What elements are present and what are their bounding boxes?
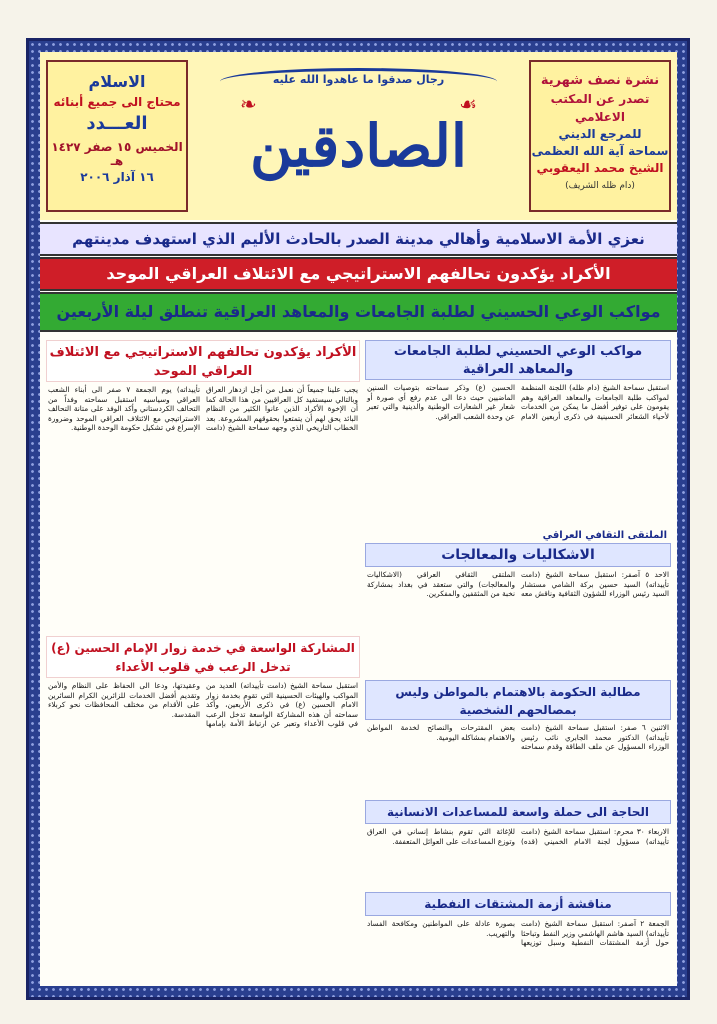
publisher-office: تصدر عن المكتب الاعلامي [550, 92, 650, 124]
article-body: الجمعة ٢ آصفر: استقبل سماحة الشيخ (دامت تأييداته) السيد هاشم الهاشمي وزير النفط وتباحثا حول أزمة المشتقات النفطية وسبل توزيعها بصورة عادلة على المواطنين ومكافحة الفساد والتهريب. [367, 919, 669, 948]
article-processions [365, 340, 671, 526]
article-title: الاشكاليات والمعالجات [365, 543, 671, 567]
article-kurdish-alliance [46, 340, 360, 632]
issue-date-hijri: الخميس ١٥ صفر ١٤٢٧ هـ [51, 140, 183, 168]
article-body: استقبل سماحة الشيخ (دام ظله) اللجنة المنظمة لمواكب طلبة الجامعات والمعاهد العراقية وهم يقومون على توفير أفضل ما يمكن من الخدمات لأحياء الشعائر الحسينية في ذكرى أربعين الامام الحسين (ع) وذكر سماحته بتوصيات السنين الماضيين حيث دعا الى عدم رفع أي صورة أو شعار غير الشعارات الوطنية والدينية والتي تعبر عن وحدة الشعب العراقي. [367, 383, 669, 421]
reference-name: الشيخ محمد اليعقوبي [536, 161, 664, 175]
article-kicker: الملتقى الثقافي العراقي [542, 530, 667, 541]
headline-banner-kurds: الأكراد يؤكدون تحالفهم الاستراتيجي مع الائتلاف العراقي الموحد [40, 257, 677, 291]
article-fuel-crisis [365, 892, 671, 982]
newsletter-title: الصادقين [250, 112, 467, 180]
masthead-logo [190, 58, 527, 214]
article-cultural-forum [365, 528, 671, 678]
reference-label: للمرجع الديني [558, 127, 642, 141]
headline-banner-processions: مواكب الوعي الحسيني لطلبة الجامعات والمعاهد العراقية تنطلق ليلة الأربعين [40, 292, 677, 332]
publisher-box [529, 60, 671, 212]
issue-box [46, 60, 188, 212]
reference-honorific: (دام ظله الشريف) [565, 181, 635, 191]
article-body: الاربعاء ٣٠ محرم: استقبل سماحة الشيخ (دامت تأييداته) مسؤول لجنة الامام الخميني (قده) للإغاثة التي تقوم بنشاط إنساني في العراق وتوزع المساعدات على العوائل المتعففة. [367, 827, 669, 846]
motto-text: محتاج الى جميع أبنائه [53, 95, 181, 109]
newsletter-page [40, 52, 677, 986]
issue-date-gregorian: ١٦ آذار ٢٠٠٦ [80, 170, 154, 184]
article-title: مواكب الوعي الحسيني لطلبة الجامعات والمعاهد العراقية [365, 340, 671, 380]
article-body: الاحد ٥ آصفر: استقبل سماحة الشيخ (دامت تأييداته) السيد حسين بركة الشامي مستشار السيد رئيس الوزراء للشؤون الثقافية وناقش معه الملتقى الثقافي العراقي (الاشكاليات والمعالجات) والتي ستعقد في بغداد بمشاركة نخبة من المثقفين والمفكرين. [367, 570, 669, 599]
publication-frequency: نشرة نصف شهرية [540, 73, 660, 88]
issue-label: العـــدد [86, 113, 148, 134]
right-column [365, 340, 671, 982]
ornament-icon: ☙ [459, 92, 477, 116]
article-title: الحاجة الى حملة واسعة للمساعدات الانسانية [365, 800, 671, 824]
ornament-icon: ❧ [240, 92, 257, 116]
logo-arch-text: رجال صدقوا ما عاهدوا الله عليه [220, 68, 497, 95]
article-title: المشاركة الواسعة في خدمة زوار الإمام الحسين (ع) تدخل الرعب في قلوب الأعداء [46, 636, 360, 678]
reference-title: سماحة آية الله العظمى [531, 144, 669, 158]
headline-banner-condolence: نعزي الأمة الاسلامية وأهالي مدينة الصدر بالحادث الأليم الذي استهدف مدينتهم [40, 222, 677, 256]
left-column [46, 340, 360, 982]
article-pilgrims-service [46, 636, 360, 982]
article-body: يجب علينا جميعاً أن نعمل من أجل ازدهار العراق وبالتالي سيستفيد كل العراقيين من هذا الحالة كما أن الإخوة الأكراد الذين عانوا الكثير من النظام البائد يحق لهم أن يتمتعوا بحقوقهم المشروعة. بعد الخطاب التاريخي الذي وجهه سماحة الشيخ (دامت تأييداته) يوم الجمعة ٧ صفر الى أبناء الشعب العراقي وسياسيه استقبل سماحته وفداً من التحالف الكردستاني وأكد الوفد على متانة التحالف الاستراتيجي مع الائتلاف العراقي الموحد وضرورة الإسراع في تشكيل حكومة الوحدة الوطنية. [48, 385, 358, 433]
article-body: الاثنين ٦ صفر: استقبل سماحة الشيخ (دامت تأييداته) الدكتور محمد الجابري نائب رئيس الوزراء المسؤول عن ملف الطاقة وقدم سماحته بعض المقترحات والنصائح لخدمة المواطن والاهتمام بمشاكله اليومية. [367, 723, 669, 752]
masthead [40, 52, 677, 220]
article-title: الأكراد يؤكدون تحالفهم الاستراتيجي مع الائتلاف العراقي الموحد [46, 340, 360, 382]
article-government [365, 680, 671, 798]
article-body: استقبل سماحة الشيخ (دامت تأييداته) العديد من المواكب والهيئات الحسينية التي تقوم بخدمة زوار الامام الحسين (ع) في ذكرى الأربعين، وأكد سماحته أن هذه المشاركة الواسعة تدخل الرعب في قلوب الأعداء وتعبر عن ارتباط الأمة بإمامها وعقيدتها، ودعا الى الحفاظ على النظام والأمن وتقديم أفضل الخدمات للزائرين الكرام السائرين على الأقدام من مختلف المحافظات نحو كربلاء المقدسة. [48, 681, 358, 729]
article-title: مناقشة أزمة المشتقات النفطية [365, 892, 671, 916]
motto-title: الاسلام [88, 72, 146, 91]
article-title: مطالبة الحكومة بالاهتمام بالمواطن وليس بمصالحهم الشخصية [365, 680, 671, 720]
article-aid-campaign [365, 800, 671, 890]
